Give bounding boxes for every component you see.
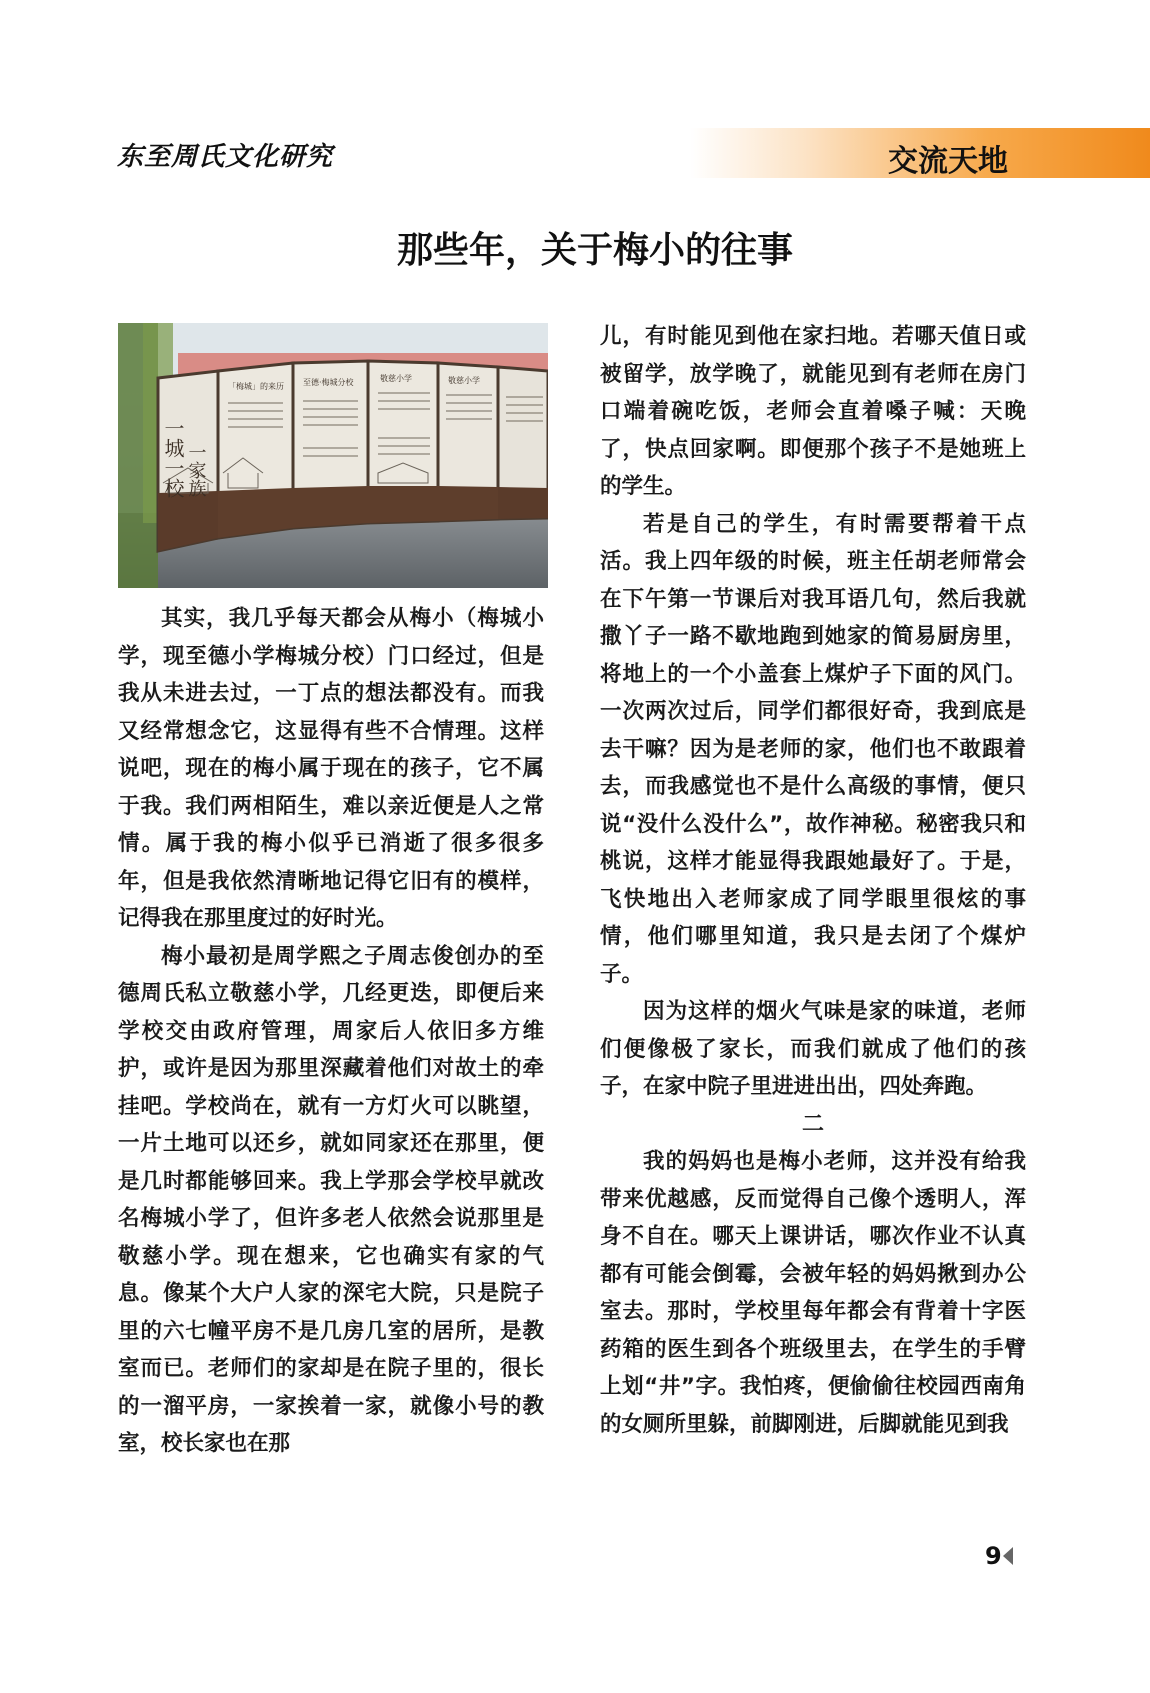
section-heading: 二 <box>801 1111 824 1137</box>
page-number: 9 <box>985 1542 1002 1570</box>
article-column-left <box>118 600 544 1463</box>
article-title: 那些年，关于梅小的往事 <box>396 229 793 271</box>
paragraph: 我的妈妈也是梅小老师，这并没有给我带来优越感，反而觉得自己像个透明人，浑身不自在。哪天上课讲话，哪次作业不认真都有可能会倒霉，会被年轻的妈妈揪到办公室去。那时，学校里每年都会有背着十字医药箱的医生到各个班级里去，在学生的手臂上划“井”字。我怕疼，便偷偷往校园西南角的女厕所里躲，前脚刚进，后脚就能见到我 <box>600 1149 1026 1437</box>
paragraph: 其实，我几乎每天都会从梅小（梅城小学，现至德小学梅城分校）门口经过，但是我从未进去过，一丁点的想法都没有。而我又经常想念它，这显得有些不合情理。这样说吧，现在的梅小属于现在的孩子，它不属于我。我们两相陌生，难以亲近便是人之常情。属于我的梅小似乎已消逝了很多很多年，但是我依然清晰地记得它旧有的模样，记得我在那里度过的好时光。 <box>118 606 544 931</box>
paragraph: 因为这样的烟火气味是家的味道，老师们便像极了家长，而我们就成了他们的孩子，在家中院子里进进出出，四处奔跑。 <box>600 999 1026 1099</box>
paragraph: 儿，有时能见到他在家扫地。若哪天值日或被留学，放学晚了，就能见到有老师在房门口端着碗吃饭，老师会直着嗓子喊：天晚了，快点回家啊。即便那个孩子不是她班上的学生。 <box>600 324 1026 499</box>
photo-panel-heading-4: 敬慈小学 <box>448 376 480 385</box>
photo-vertical-text-2: 一家族 <box>185 443 207 497</box>
photo-panel-heading-2: 至德·梅城分校 <box>303 378 354 387</box>
photo-vertical-text-1: 一城一校 <box>161 418 185 498</box>
paragraph: 梅小最初是周学熙之子周志俊创办的至德周氏私立敬慈小学，几经更迭，即便后来学校交由政府管理，周家后人依旧多方维护，或许是因为那里深藏着他们对故土的牵挂吧。学校尚在，就有一方灯火可以眺望，一片土地可以还乡，就如同家还在那里，便是几时都能够回来。我上学那会学校早就改名梅城小学了，但许多老人依然会说那里是敬慈小学。现在想来，它也确实有家的气息。像某个大户人家的深宅大院，只是院子里的六七幢平房不是几房几室的居所，是教室而已。老师们的家却是在院子里的，很长的一溜平房，一家挨着一家，就像小号的教室，校长家也在那 <box>118 943 544 1456</box>
page-arrow-icon <box>1003 1547 1013 1565</box>
section-label: 交流天地 <box>888 144 1008 179</box>
photo-panel-heading-1: 「梅城」的来历 <box>228 382 284 391</box>
article-photo <box>118 323 548 588</box>
photo-panel-heading-3: 敬慈小学 <box>380 374 412 383</box>
paragraph: 若是自己的学生，有时需要帮着干点活。我上四年级的时候，班主任胡老师常会在下午第一节课后对我耳语几句，然后我就撒丫子一路不歇地跑到她家的简易厨房里，将地上的一个小盖套上煤炉子下面的风门。一次两次过后，同学们都很好奇，我到底是去干嘛？因为是老师的家，他们也不敢跟着去，而我感觉也不是什么高级的事情，便只说“没什么没什么”，故作神秘。秘密我只和桃说，这样才能显得我跟她最好了。于是，飞快地出入老师家成了同学眼里很炫的事情，他们哪里知道，我只是去闭了个煤炉子。 <box>600 511 1026 987</box>
journal-name: 东至周氏文化研究 <box>117 142 334 172</box>
article-column-right <box>600 318 1026 1443</box>
